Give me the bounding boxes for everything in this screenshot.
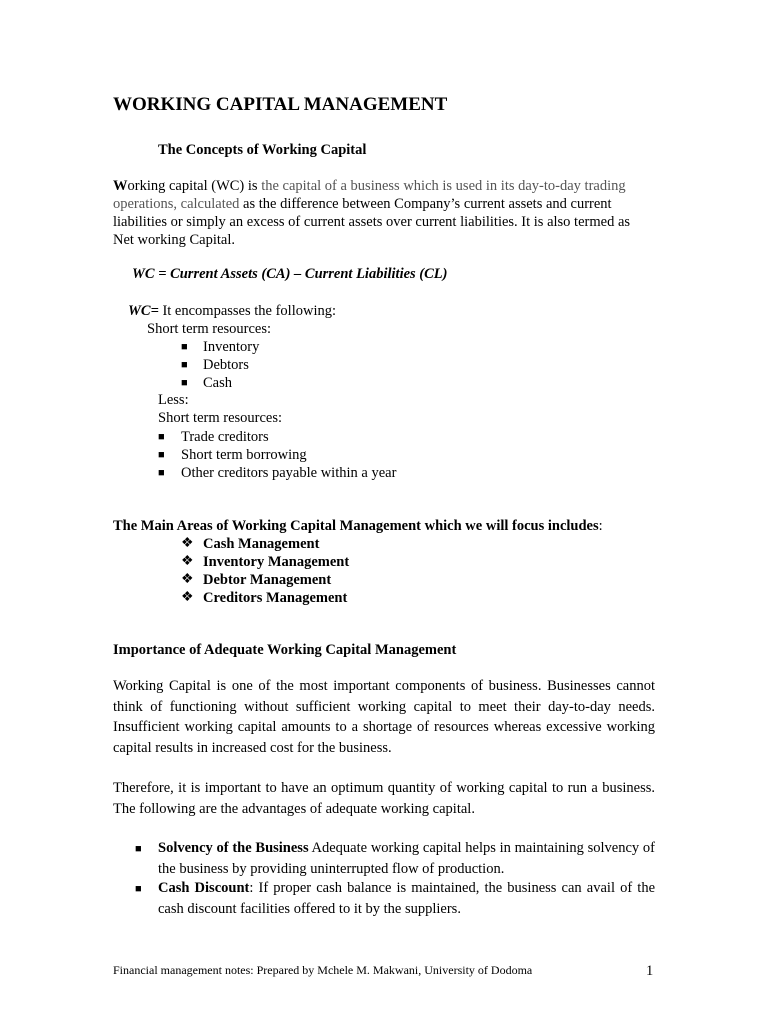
intro-first-letter: W xyxy=(113,178,128,194)
diamond-bullet-icon: ❖ xyxy=(181,536,194,551)
square-bullet-icon: ■ xyxy=(135,883,142,895)
short-term-label-1: Short term resources: xyxy=(147,321,272,337)
wc-definition: WC= It encompasses the following: xyxy=(128,303,337,319)
short-term-label-2: Short term resources: xyxy=(158,410,283,426)
square-bullet-icon: ■ xyxy=(158,431,165,443)
page-footer: Financial management notes: Prepared by Mchele M. Makwani, University of Dodoma xyxy=(113,963,533,977)
page-number: 1 xyxy=(646,963,654,979)
wc-formula: WC = Current Assets (CA) – Current Liabilities (CL) xyxy=(132,266,448,282)
intro-line-4: Net working Capital. xyxy=(113,232,236,248)
square-bullet-icon: ■ xyxy=(158,449,165,461)
less-label: Less: xyxy=(158,392,189,408)
asset-item: Inventory xyxy=(203,339,260,355)
asset-item: Debtors xyxy=(203,357,249,373)
intro-line-2: operations, calculated as the difference between Company’s current assets and current xyxy=(113,196,612,212)
intro-line-1: Working capital (WC) is the capital of a business which is used in its day-to-day trading xyxy=(113,178,626,194)
concepts-heading: The Concepts of Working Capital xyxy=(158,142,367,158)
square-bullet-icon: ■ xyxy=(181,341,188,353)
main-areas-heading: The Main Areas of Working Capital Management which we will focus includes: xyxy=(113,518,603,534)
liability-item: Trade creditors xyxy=(181,429,269,445)
square-bullet-icon: ■ xyxy=(181,359,188,371)
square-bullet-icon: ■ xyxy=(135,843,142,855)
main-area-item: Cash Management xyxy=(203,536,320,552)
intro-line-3: liabilities or simply an excess of current assets over current liabilities. It is also termed as xyxy=(113,214,631,230)
importance-paragraph-2: Therefore, it is important to have an optimum quantity of working capital to run a business. The following are the advantages of adequate working capital. xyxy=(113,780,655,817)
liability-item: Short term borrowing xyxy=(181,447,307,463)
main-area-item: Inventory Management xyxy=(203,554,350,570)
advantage-item: Cash Discount: If proper cash balance is maintained, the business can avail of the cash discount facilities offered to it by the suppliers. xyxy=(158,880,656,917)
main-area-item: Creditors Management xyxy=(203,590,348,606)
diamond-bullet-icon: ❖ xyxy=(181,554,194,569)
asset-item: Cash xyxy=(203,375,232,391)
square-bullet-icon: ■ xyxy=(181,377,188,389)
main-area-item: Debtor Management xyxy=(203,572,332,588)
importance-heading: Importance of Adequate Working Capital Management xyxy=(113,642,457,658)
square-bullet-icon: ■ xyxy=(158,467,165,479)
liability-item: Other creditors payable within a year xyxy=(181,465,397,481)
document-title: WORKING CAPITAL MANAGEMENT xyxy=(113,94,448,115)
diamond-bullet-icon: ❖ xyxy=(181,572,194,587)
importance-paragraph-1: Working Capital is one of the most important components of business. Businesses cannot think of functioning without sufficient working capital to meet their day-to-day needs. Insufficient working capital amounts to a shortage of resources whereas excessive working capital results in increased cost for the business. xyxy=(113,678,655,756)
wc-label: WC= xyxy=(128,303,159,319)
advantage-item: Solvency of the Business Adequate working capital helps in maintaining solvency of the business by providing uninterrupted flow of production. xyxy=(158,840,655,877)
diamond-bullet-icon: ❖ xyxy=(181,590,194,605)
